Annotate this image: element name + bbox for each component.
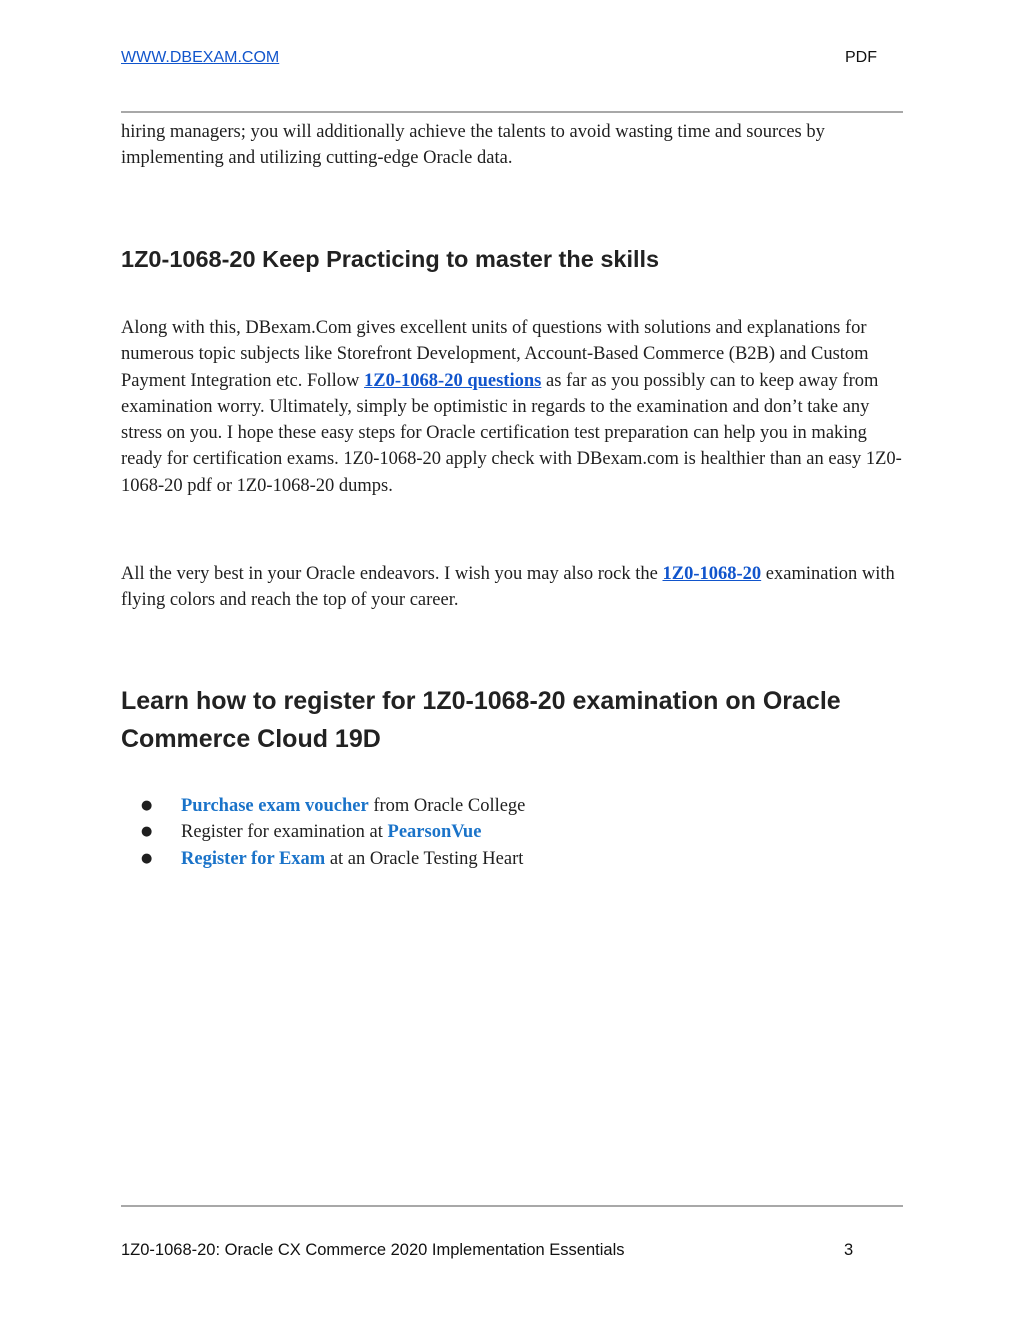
- practice-text-before: Along with this, DBexam.Com gives excellent units of questions with solutions and explanations for numerous topic subjects like Storefront Development, Account-Based Commerce (B2B) and Custom Payment Integration etc. Follow: [121, 318, 869, 391]
- practice-paragraph: [121, 315, 906, 499]
- header-pdf-label: PDF: [845, 49, 877, 66]
- purchase-voucher-link[interactable]: Purchase exam voucher: [181, 796, 369, 816]
- section-heading-register: Learn how to register for 1Z0-1068-20 examination on Oracle Commerce Cloud 19D: [121, 687, 841, 753]
- wishes-paragraph: [121, 561, 906, 614]
- footer-divider: [121, 1205, 903, 1207]
- questions-link[interactable]: 1Z0-1068-20 questions: [364, 370, 542, 391]
- register-steps-list: [121, 793, 525, 872]
- site-link[interactable]: WWW.DBEXAM.COM: [121, 49, 280, 66]
- intro-paragraph: hiring managers; you will additionally achieve the talents to avoid wasting time and sources by implementing and utilizing cutting-edge Oracle data.: [121, 122, 825, 169]
- list-item-text: at an Oracle Testing Heart: [325, 848, 524, 869]
- exam-link[interactable]: 1Z0-1068-20: [662, 564, 762, 584]
- bullet-icon: ●: [141, 798, 153, 813]
- bullet-icon: ●: [141, 850, 153, 866]
- list-item-text: Register for examination at: [181, 822, 388, 843]
- header-divider: [121, 111, 903, 113]
- section-heading-practice: 1Z0-1068-20 Keep Practicing to master the skills: [121, 246, 660, 272]
- list-item-text: from Oracle College: [368, 796, 526, 816]
- page-number: 3: [844, 1241, 854, 1259]
- pearsonvue-link[interactable]: PearsonVue: [387, 822, 482, 843]
- wishes-text-before: All the very best in your Oracle endeavors. I wish you may also rock the: [121, 564, 663, 584]
- register-exam-link[interactable]: Register for Exam: [181, 848, 326, 869]
- wishes-text-after: examination with flying colors and reach the top of your career.: [121, 564, 895, 611]
- list-item: [121, 819, 525, 845]
- list-item: [121, 846, 525, 872]
- list-item: [121, 793, 525, 819]
- practice-text-after: as far as you possibly can to keep away from examination worry. Ultimately, simply be optimistic in regards to the examination and don’t take any stress on you. I hope these easy steps for Oracle certification test preparation can help you in making ready for certification exams. 1Z0-1068-20 apply check with DBexam.com is healthier than an easy 1Z0-1068-20 pdf or 1Z0-1068-20 dumps.: [121, 370, 902, 496]
- bullet-icon: ●: [141, 824, 153, 840]
- footer-title: 1Z0-1068-20: Oracle CX Commerce 2020 Implementation Essentials: [121, 1241, 625, 1259]
